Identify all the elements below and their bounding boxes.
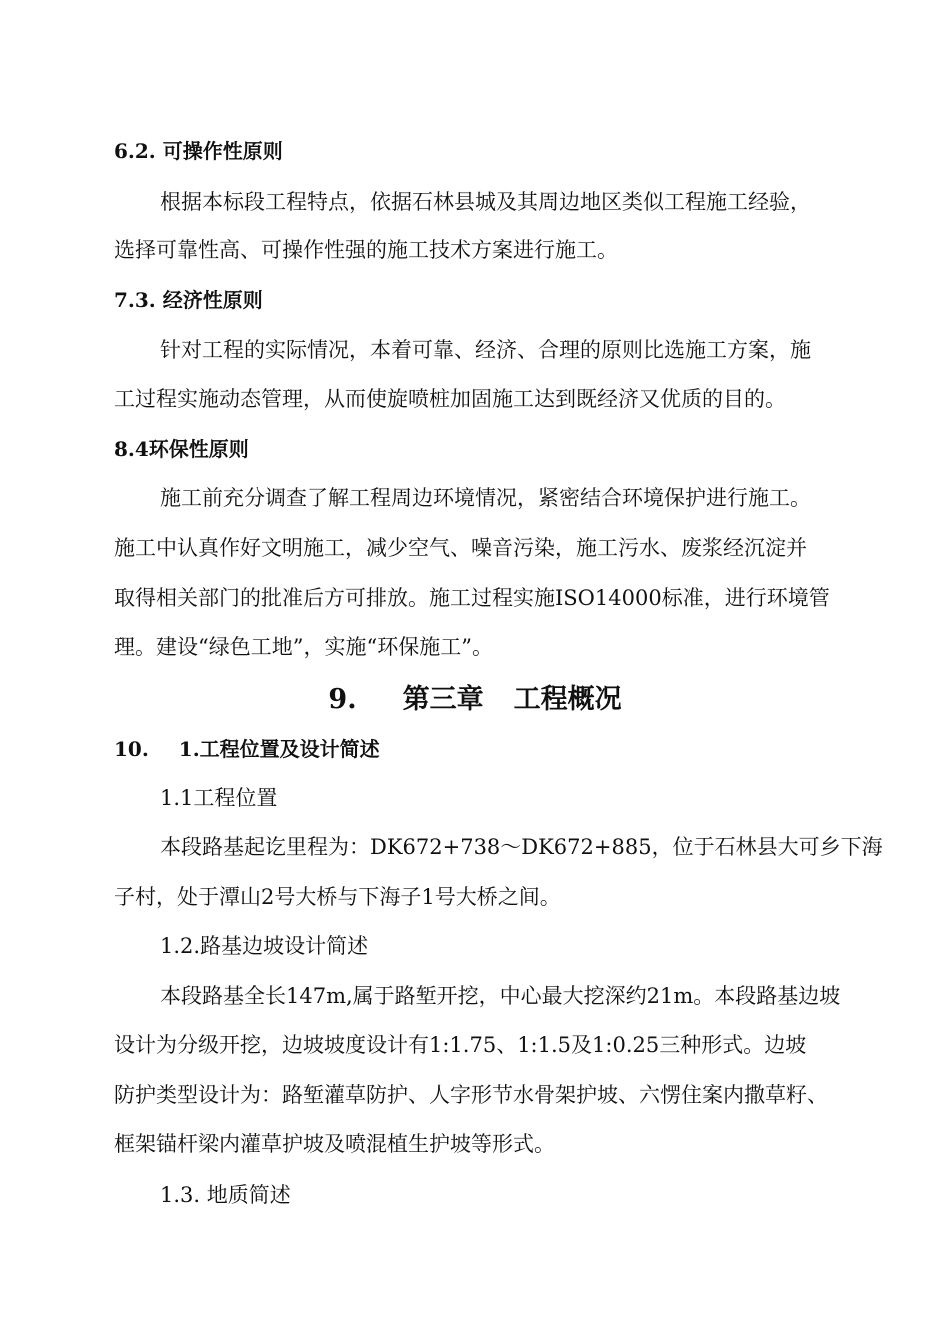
section-title: 1.工程位置及设计简述 <box>178 737 380 761</box>
subsection-heading-1-3: 1.3. 地质简述 <box>160 1183 291 1207</box>
subsection-heading-1-2: 1.2.路基边坡设计简述 <box>160 934 369 958</box>
chapter-label: 第三章 <box>402 684 484 715</box>
chapter-title <box>0 682 950 718</box>
paragraph-line: 防护类型设计为：路堑灌草防护、人字形节水骨架护坡、六愣住案内撒草籽、 <box>114 1083 828 1107</box>
section-number: 10. <box>114 737 149 761</box>
chapter-number: 9. <box>328 684 357 715</box>
paragraph-line: 选择可靠性高、可操作性强的施工技术方案进行施工。 <box>114 238 618 262</box>
section-heading-8-4: 8.4环保性原则 <box>114 437 249 461</box>
section-heading-10 <box>114 734 854 764</box>
paragraph-line: 取得相关部门的批准后方可排放。施工过程实施ISO14000标准，进行环境管 <box>114 586 830 610</box>
section-heading-6-2: 6.2. 可操作性原则 <box>114 139 283 163</box>
paragraph-line: 工过程实施动态管理，从而使旋喷桩加固施工达到既经济又优质的目的。 <box>114 387 786 411</box>
section-heading-7-3: 7.3. 经济性原则 <box>114 288 263 312</box>
paragraph-line: 子村，处于潭山2号大桥与下海子1号大桥之间。 <box>114 885 561 909</box>
paragraph-line: 本段路基全长147m,属于路堑开挖，中心最大挖深约21m。本段路基边坡 <box>160 984 841 1008</box>
paragraph-line: 框架锚杆梁内灌草护坡及喷混植生护坡等形式。 <box>114 1132 555 1156</box>
paragraph-line: 根据本标段工程特点，依据石林县城及其周边地区类似工程施工经验， <box>160 190 811 214</box>
paragraph-line: 理。建设“绿色工地”，实施“环保施工”。 <box>114 635 493 659</box>
paragraph-line: 施工前充分调查了解工程周边环境情况，紧密结合环境保护进行施工。 <box>160 486 811 510</box>
subsection-heading-1-1: 1.1工程位置 <box>160 786 278 810</box>
chapter-heading: 工程概况 <box>513 684 622 715</box>
paragraph-line: 施工中认真作好文明施工，减少空气、噪音污染，施工污水、废浆经沉淀并 <box>114 536 807 560</box>
paragraph-line: 针对工程的实际情况，本着可靠、经济、合理的原则比选施工方案，施 <box>160 338 811 362</box>
paragraph-line: 设计为分级开挖，边坡坡度设计有1:1.75、1:1.5及1:0.25三种形式。边坡 <box>114 1033 807 1057</box>
paragraph-line: 本段路基起讫里程为：DK672+738～DK672+885，位于石林县大可乡下海 <box>160 835 883 859</box>
